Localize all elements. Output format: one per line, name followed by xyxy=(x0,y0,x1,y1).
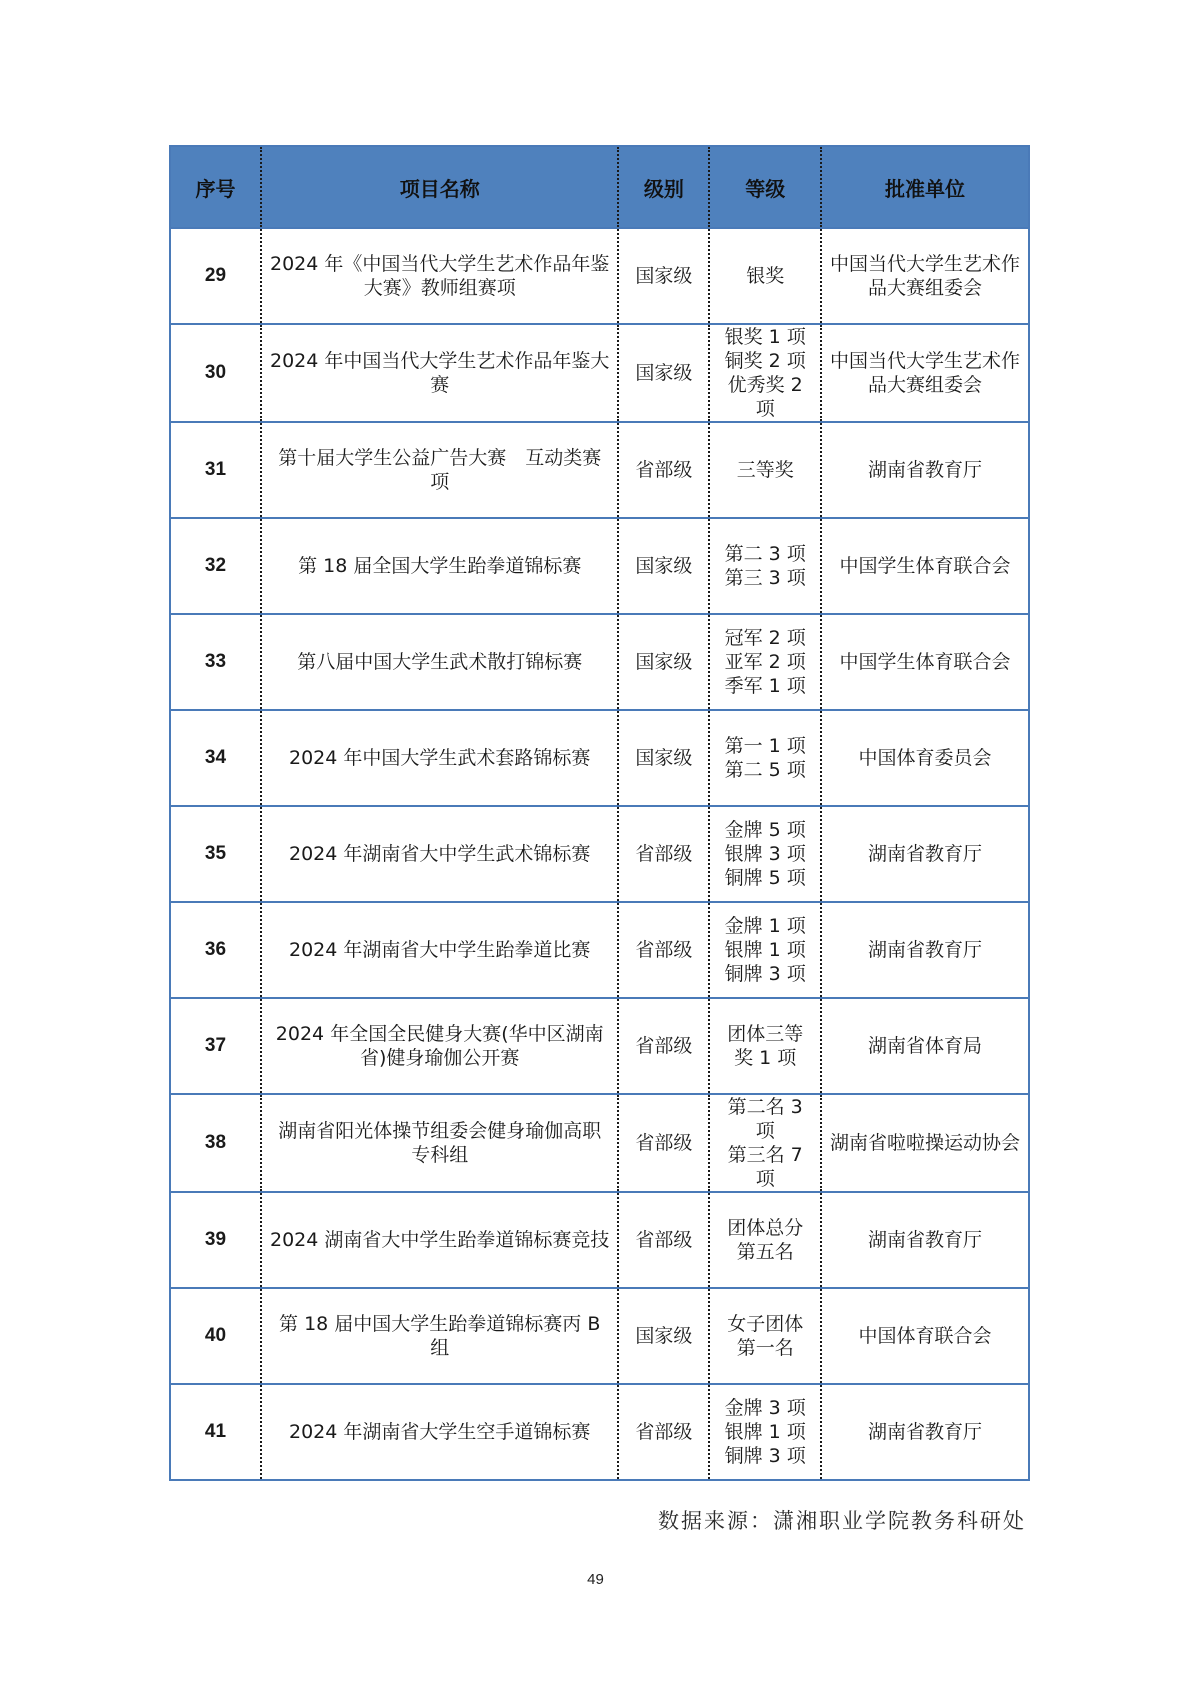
header-grade: 等级 xyxy=(709,146,821,228)
table-row xyxy=(170,710,1029,806)
table-row xyxy=(170,1094,1029,1192)
row-name: 2024 年《中国当代大学生艺术作品年鉴大赛》教师组赛项 xyxy=(261,228,618,324)
table-row xyxy=(170,998,1029,1094)
row-unit: 中国学生体育联合会 xyxy=(821,518,1029,614)
row-grade: 银奖 1 项 铜奖 2 项 优秀奖 2 项 xyxy=(709,324,821,422)
row-level: 国家级 xyxy=(618,518,709,614)
header-level: 级别 xyxy=(618,146,709,228)
row-name: 第 18 届全国大学生跆拳道锦标赛 xyxy=(261,518,618,614)
row-num: 30 xyxy=(170,324,261,422)
row-unit: 湖南省啦啦操运动协会 xyxy=(821,1094,1029,1192)
row-level: 国家级 xyxy=(618,324,709,422)
row-num: 32 xyxy=(170,518,261,614)
row-level: 国家级 xyxy=(618,1288,709,1384)
row-name: 湖南省阳光体操节组委会健身瑜伽高职专科组 xyxy=(261,1094,618,1192)
row-name: 第 18 届中国大学生跆拳道锦标赛丙 B 组 xyxy=(261,1288,618,1384)
table-row xyxy=(170,518,1029,614)
awards-table xyxy=(169,145,1030,1481)
row-name: 2024 湖南省大中学生跆拳道锦标赛竞技 xyxy=(261,1192,618,1288)
row-num: 38 xyxy=(170,1094,261,1192)
table-body xyxy=(170,228,1029,1480)
row-level: 省部级 xyxy=(618,422,709,518)
row-unit: 中国学生体育联合会 xyxy=(821,614,1029,710)
row-num: 40 xyxy=(170,1288,261,1384)
row-unit: 中国当代大学生艺术作品大赛组委会 xyxy=(821,228,1029,324)
row-level: 省部级 xyxy=(618,998,709,1094)
row-level: 省部级 xyxy=(618,1384,709,1480)
row-num: 33 xyxy=(170,614,261,710)
row-level: 国家级 xyxy=(618,614,709,710)
row-name: 2024 年湖南省大中学生武术锦标赛 xyxy=(261,806,618,902)
row-unit: 湖南省教育厅 xyxy=(821,422,1029,518)
row-grade: 银奖 xyxy=(709,228,821,324)
data-source-note: 数据来源：潇湘职业学院教务科研处 xyxy=(658,1509,1026,1533)
row-unit: 中国体育委员会 xyxy=(821,710,1029,806)
row-level: 省部级 xyxy=(618,806,709,902)
row-unit: 中国当代大学生艺术作品大赛组委会 xyxy=(821,324,1029,422)
row-grade: 冠军 2 项 亚军 2 项 季军 1 项 xyxy=(709,614,821,710)
row-unit: 中国体育联合会 xyxy=(821,1288,1029,1384)
table-row xyxy=(170,422,1029,518)
table-row xyxy=(170,324,1029,422)
row-name: 2024 年全国全民健身大赛(华中区湖南省)健身瑜伽公开赛 xyxy=(261,998,618,1094)
row-level: 省部级 xyxy=(618,1094,709,1192)
row-grade: 金牌 5 项 银牌 3 项 铜牌 5 项 xyxy=(709,806,821,902)
row-grade: 金牌 1 项 银牌 1 项 铜牌 3 项 xyxy=(709,902,821,998)
row-grade: 第二名 3 项 第三名 7 项 xyxy=(709,1094,821,1192)
table-header xyxy=(170,146,1029,228)
table-row xyxy=(170,228,1029,324)
row-num: 41 xyxy=(170,1384,261,1480)
header-row xyxy=(170,146,1029,228)
row-level: 国家级 xyxy=(618,710,709,806)
row-level: 省部级 xyxy=(618,1192,709,1288)
table-row xyxy=(170,806,1029,902)
row-level: 国家级 xyxy=(618,228,709,324)
header-unit: 批准单位 xyxy=(821,146,1029,228)
table-row xyxy=(170,1384,1029,1480)
row-num: 35 xyxy=(170,806,261,902)
row-num: 29 xyxy=(170,228,261,324)
row-unit: 湖南省教育厅 xyxy=(821,902,1029,998)
row-num: 34 xyxy=(170,710,261,806)
row-num: 36 xyxy=(170,902,261,998)
row-unit: 湖南省教育厅 xyxy=(821,1192,1029,1288)
row-level: 省部级 xyxy=(618,902,709,998)
row-grade: 团体总分第五名 xyxy=(709,1192,821,1288)
row-grade: 女子团体第一名 xyxy=(709,1288,821,1384)
row-grade: 三等奖 xyxy=(709,422,821,518)
row-grade: 第二 3 项 第三 3 项 xyxy=(709,518,821,614)
row-num: 37 xyxy=(170,998,261,1094)
row-unit: 湖南省教育厅 xyxy=(821,1384,1029,1480)
row-num: 39 xyxy=(170,1192,261,1288)
table-row xyxy=(170,1288,1029,1384)
table-row xyxy=(170,902,1029,998)
table-row xyxy=(170,1192,1029,1288)
row-unit: 湖南省体育局 xyxy=(821,998,1029,1094)
row-grade: 团体三等奖 1 项 xyxy=(709,998,821,1094)
row-num: 31 xyxy=(170,422,261,518)
row-name: 第八届中国大学生武术散打锦标赛 xyxy=(261,614,618,710)
row-name: 2024 年湖南省大学生空手道锦标赛 xyxy=(261,1384,618,1480)
row-grade: 第一 1 项 第二 5 项 xyxy=(709,710,821,806)
table-row xyxy=(170,614,1029,710)
row-name: 2024 年中国当代大学生艺术作品年鉴大赛 xyxy=(261,324,618,422)
row-name: 第十届大学生公益广告大赛 互动类赛项 xyxy=(261,422,618,518)
header-name: 项目名称 xyxy=(261,146,618,228)
row-name: 2024 年湖南省大中学生跆拳道比赛 xyxy=(261,902,618,998)
page-number: 49 xyxy=(587,1571,604,1588)
row-name: 2024 年中国大学生武术套路锦标赛 xyxy=(261,710,618,806)
row-grade: 金牌 3 项 银牌 1 项 铜牌 3 项 xyxy=(709,1384,821,1480)
header-num: 序号 xyxy=(170,146,261,228)
row-unit: 湖南省教育厅 xyxy=(821,806,1029,902)
